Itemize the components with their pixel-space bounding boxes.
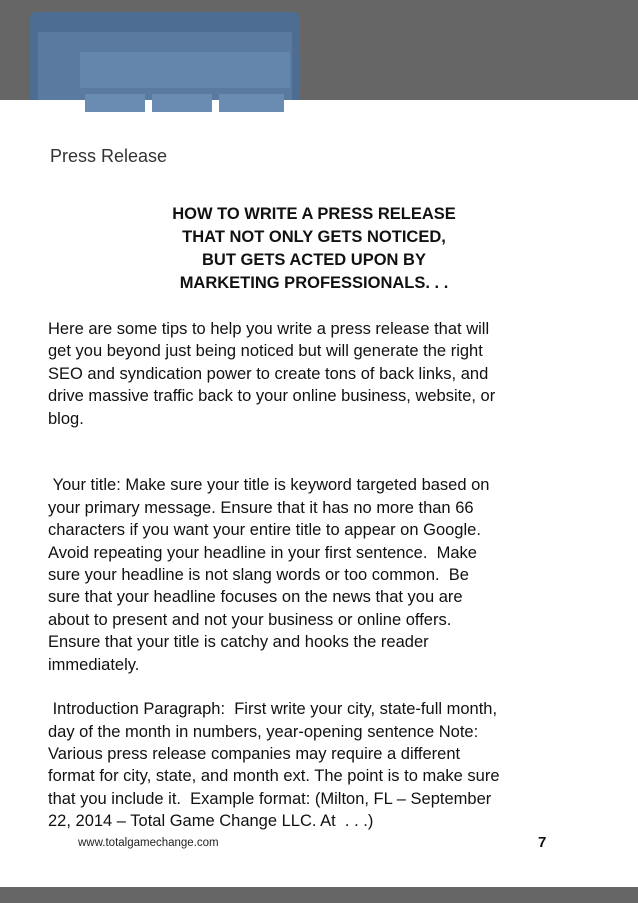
header-graphic-block xyxy=(152,94,212,112)
text-line: drive massive traffic back to your online business, website, or xyxy=(48,387,496,406)
text-line: characters if you want your entire title to appear on Google. xyxy=(48,521,481,540)
text-line: 22, 2014 – Total Game Change LLC. At . . .) xyxy=(48,812,374,831)
headline-line: BUT GETS ACTED UPON BY xyxy=(202,251,426,269)
header-band xyxy=(0,0,638,100)
page-number: 7 xyxy=(538,834,547,851)
text-line: Avoid repeating your headline in your first sentence. Make xyxy=(48,543,477,562)
text-line: day of the month in numbers, year-opening sentence Note: xyxy=(48,722,479,741)
paragraph-introduction-tips xyxy=(48,698,593,832)
text-line: blog. xyxy=(48,409,84,428)
text-line: Your title: Make sure your title is keyword targeted based on xyxy=(48,476,490,495)
header-graphic-panel xyxy=(80,52,290,88)
text-line: Various press release companies may require a different xyxy=(48,744,461,763)
body-text xyxy=(48,318,593,855)
text-line: Introduction Paragraph: First write your city, state-full month, xyxy=(48,700,498,719)
header-graphic-block xyxy=(219,94,284,112)
section-label: Press Release xyxy=(50,146,168,166)
text-line: get you beyond just being noticed but will generate the right xyxy=(48,342,483,361)
footer-website-link[interactable]: www.totalgamechange.com xyxy=(78,837,219,849)
headline-line: THAT NOT ONLY GETS NOTICED, xyxy=(182,228,446,246)
text-line: that you include it. Example format: (Milton, FL – September xyxy=(48,789,492,808)
headline-line: HOW TO WRITE A PRESS RELEASE xyxy=(172,205,456,223)
text-line: your primary message. Ensure that it has no more than 66 xyxy=(48,498,474,517)
text-line: about to present and not your business or online offers. xyxy=(48,610,452,629)
text-line: SEO and syndication power to create tons of back links, and xyxy=(48,364,489,383)
text-line: format for city, state, and month ext. The point is to make sure xyxy=(48,767,500,786)
header-laptop-graphic xyxy=(30,12,300,100)
headline-line: MARKETING PROFESSIONALS. . . xyxy=(179,274,449,292)
text-line: sure that your headline focuses on the news that you are xyxy=(48,588,463,607)
header-graphic-block xyxy=(85,94,145,112)
text-line: Ensure that your title is catchy and hooks the reader xyxy=(48,633,429,652)
paragraph-title-tips xyxy=(48,452,593,676)
text-line: sure your headline is not slang words or too common. Be xyxy=(48,566,469,585)
text-line: immediately. xyxy=(48,655,140,674)
footer-band xyxy=(0,887,638,903)
paragraph-intro xyxy=(48,318,593,430)
headline xyxy=(0,203,628,295)
text-line: Here are some tips to help you write a press release that will xyxy=(48,320,490,338)
